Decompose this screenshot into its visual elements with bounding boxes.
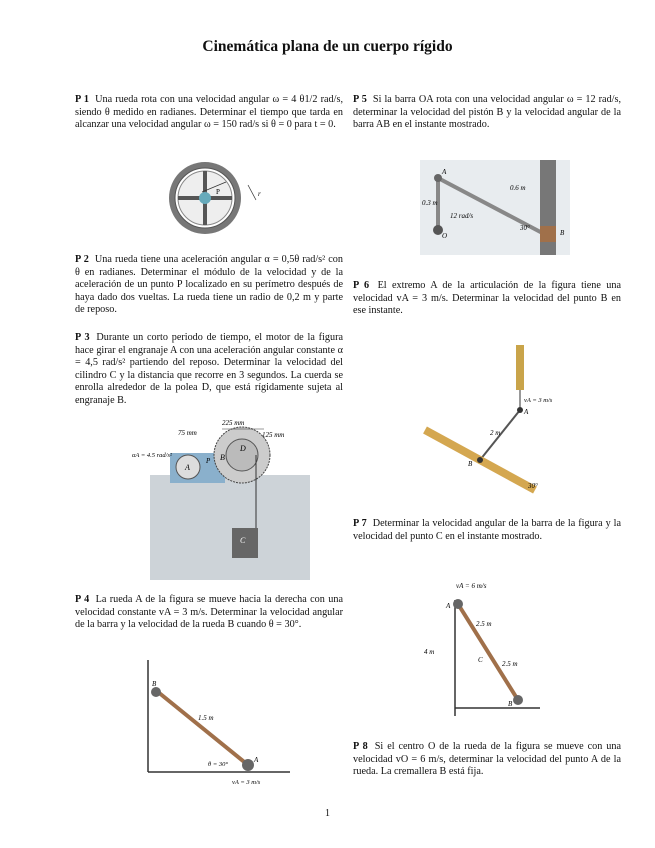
height: 0.3 m — [422, 199, 438, 207]
page-number: 1 — [325, 808, 330, 819]
segment-1: 2.5 m — [476, 620, 492, 628]
problem-text: El extremo A de la articulación de la figura tiene una velocidad vA = 3 m/s. Determinar la velocidad del punto B en ese instante. — [353, 280, 622, 317]
label-a: A — [524, 408, 529, 416]
label-b: B — [560, 229, 565, 237]
angle-label: 30° — [520, 224, 530, 232]
label-o: O — [442, 232, 448, 240]
omega-label: 12 rad/s — [450, 212, 474, 220]
problem-text: Si la barra OA rota con una velocidad angular ω = 12 rad/s, determinar la velocidad del pistón B y la velocidad angular de la barra AB en el instante mostrado. — [353, 94, 621, 131]
figure-p1-wheel — [160, 160, 270, 244]
dim-75: 75 mm — [178, 429, 197, 437]
label-a: A — [442, 168, 447, 176]
label-b: B — [152, 680, 157, 688]
problem-number: P 5 — [353, 94, 367, 105]
label-b: B — [508, 700, 513, 708]
label-a: A — [446, 602, 451, 610]
label-r: r — [258, 190, 261, 198]
problem-number: P 7 — [353, 518, 367, 529]
gear-a: A — [185, 463, 190, 472]
bar-length: 1.5 m — [198, 714, 214, 722]
point-p: P — [206, 457, 211, 465]
dim-225: 225 mm — [222, 419, 245, 427]
label-p: P — [216, 188, 220, 196]
problem-3 — [75, 332, 343, 408]
problem-text: La rueda A de la figura se mueve hacia la derecha con una velocidad constante vA = 3 m/s. Determinar la velocidad angular de la barra y la velocidad de la rueda B cuando θ = 30°. — [75, 594, 343, 631]
cylinder-c: C — [240, 536, 246, 545]
dim-125: 125 mm — [262, 431, 285, 439]
angle-theta: θ = 30° — [208, 761, 228, 768]
problem-4 — [75, 594, 343, 632]
page-title: Cinemática plana de un cuerpo rígido — [202, 38, 453, 55]
figure-p3-gears — [130, 415, 310, 584]
label-c: C — [478, 656, 483, 664]
figure-p6-linkage — [420, 340, 560, 504]
label-b: B — [468, 460, 473, 468]
velocity-va: vA = 3 m/s — [232, 779, 261, 786]
problem-1 — [75, 94, 343, 132]
height: 4 m — [424, 648, 435, 656]
problem-5 — [353, 94, 621, 132]
pulley-d: D — [240, 444, 246, 453]
problem-text: Si el centro O de la rueda de la figura se mueve con una velocidad vO = 6 m/s, determinar la velocidad del punto A de la rueda. La cremallera B está fija. — [353, 741, 621, 778]
label-a: A — [254, 756, 259, 764]
problem-6 — [353, 280, 621, 318]
problem-number: P 4 — [75, 594, 90, 605]
problem-7 — [353, 518, 621, 543]
alpha-label: αA = 4.5 rad/s² — [132, 452, 172, 459]
angle-label: 30° — [528, 482, 538, 490]
problem-8 — [353, 741, 621, 779]
segment-2: 2.5 m — [502, 660, 518, 668]
figure-p4-bar — [140, 660, 290, 794]
link-length: 2 m — [490, 429, 501, 437]
problem-number: P 6 — [353, 280, 370, 291]
velocity-va: vA = 3 m/s — [524, 397, 553, 404]
figure-p5-crank — [420, 160, 570, 259]
problem-text: Durante un corto periodo de tiempo, el motor de la figura hace girar el engranaje A con una aceleración angular constante α = 4,5 rad/s² partiendo del reposo. Determinar la velocidad del cilindro C y la distancia que recorre en 3 segundos. La cuerda se enrolla alrededor de la polea D, que está rígidamente sujeta al engranaje B. — [75, 332, 343, 406]
figure-p7-bar — [420, 578, 540, 722]
problem-number: P 8 — [353, 741, 368, 752]
bar-length: 0.6 m — [510, 184, 526, 192]
problem-text: Una rueda rota con una velocidad angular ω = 4 θ1/2 rad/s, siendo θ medido en radianes. Determinar el tiempo que tarda en alcanzar una velocidad angular ω = 150 rad/s si θ = 0 para t = 0. — [75, 94, 343, 131]
gear-b: B — [220, 453, 225, 462]
problem-number: P 2 — [75, 254, 89, 265]
problem-text: Una rueda tiene una aceleración angular α = 0,5θ rad/s² con θ en radianes. Determinar el módulo de la velocidad y de la aceleración de un punto P localizado en su perímetro después de haya dado dos vueltas. La rueda tiene un radio de 0,2 m y parte de reposo. — [75, 254, 343, 316]
problem-2 — [75, 254, 343, 317]
problem-text: Determinar la velocidad angular de la barra de la figura y la velocidad del punto C en el instante mostrado. — [353, 518, 621, 542]
problem-number: P 3 — [75, 332, 90, 343]
velocity-va: vA = 6 m/s — [456, 582, 487, 590]
problem-number: P 1 — [75, 94, 89, 105]
